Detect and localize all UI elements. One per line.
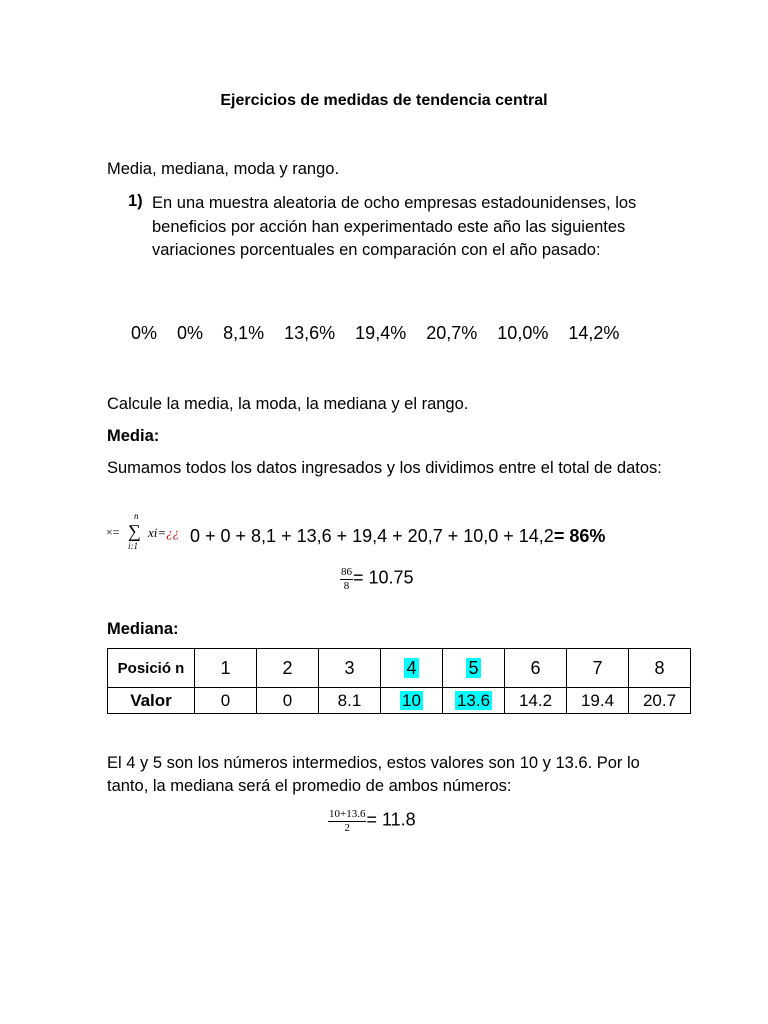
cell-text: 2 <box>282 657 293 678</box>
table-cell <box>319 688 381 714</box>
cell-text: 6 <box>530 657 541 678</box>
summation-symbol <box>106 511 190 557</box>
table-cell <box>443 649 505 688</box>
media-description: Sumamos todos los datos ingresados y los dividimos entre el total de datos: <box>107 459 662 477</box>
table-cell <box>381 688 443 714</box>
table-cell <box>195 649 257 688</box>
cell-text: 0 <box>220 690 231 710</box>
media-heading: Media: <box>107 427 160 445</box>
table-row <box>108 688 691 714</box>
page-title: Ejercicios de medidas de tendencia central <box>220 92 548 109</box>
sum-expression: 0 + 0 + 8,1 + 13,6 + 19,4 + 20,7 + 10,0 + 14,2 <box>190 525 554 546</box>
fraction-denominator: 2 <box>344 822 350 834</box>
data-values <box>131 323 632 344</box>
table-cell <box>629 649 691 688</box>
median-fraction <box>328 808 366 835</box>
instruction-text: Calcule la media, la moda, la mediana y el rango. <box>107 395 469 413</box>
highlighted-cell-text: 5 <box>468 657 479 678</box>
cell-text: 20.7 <box>642 690 677 710</box>
xi-term <box>148 525 179 541</box>
table-cell <box>629 688 691 714</box>
cell-text: 14.2 <box>518 690 553 710</box>
cell-text: 0 <box>282 690 293 710</box>
fraction-denominator: 8 <box>343 580 350 592</box>
mean-fraction <box>340 566 353 593</box>
table-cell <box>567 649 629 688</box>
fraction-numerator: 10+13.6 <box>329 808 366 820</box>
sigma-upper-limit: n <box>134 511 139 521</box>
formula-prefix: ×= <box>106 525 120 539</box>
mean-result: = 10.75 <box>353 567 414 588</box>
cell-text: 7 <box>592 657 603 678</box>
median-division <box>328 808 416 835</box>
value-item: 19,4% <box>355 323 407 343</box>
mediana-explanation: El 4 y 5 son los números intermedios, estos valores son 10 y 13.6. Por lo tanto, la mediana será el promedio de ambos números: <box>107 754 640 795</box>
cell-text: 1 <box>220 657 231 678</box>
value-item: 13,6% <box>284 323 336 343</box>
table-cell <box>319 649 381 688</box>
row-header-position: Posició n <box>108 649 195 688</box>
xi-label: xi= <box>148 525 167 540</box>
fraction-numerator: 86 <box>341 566 352 578</box>
table-cell <box>505 649 567 688</box>
value-item: 8,1% <box>223 323 265 343</box>
value-item: 0% <box>177 323 204 343</box>
table-cell <box>195 688 257 714</box>
mean-formula <box>106 511 606 557</box>
value-item: 20,7% <box>426 323 478 343</box>
question-number: 1) <box>128 192 143 210</box>
table-cell <box>505 688 567 714</box>
question-text: En una muestra aleatoria de ocho empresas estadounidenses, los beneficios por acción han experimentado este año las siguientes variaciones porcentuales en comparación con el año pasado: <box>152 194 637 259</box>
sigma-lower-limit: i:1 <box>128 541 138 551</box>
sum-result: = 86% <box>553 525 606 546</box>
section-subtitle: Media, mediana, moda y rango. <box>107 160 340 178</box>
row-header-value: Valor <box>108 688 195 714</box>
table-cell <box>381 649 443 688</box>
table-cell <box>567 688 629 714</box>
value-item: 14,2% <box>568 323 620 343</box>
sigma-icon: ∑ <box>128 521 141 541</box>
highlighted-cell-text: 10 <box>402 690 421 710</box>
table-cell <box>257 649 319 688</box>
median-table <box>107 648 691 714</box>
cell-text: 19.4 <box>580 690 615 710</box>
value-item: 10,0% <box>497 323 549 343</box>
mediana-heading: Mediana: <box>107 620 179 638</box>
highlighted-cell-text: 4 <box>406 657 417 678</box>
table-row <box>108 649 691 688</box>
glyph-marks: ¿¿ <box>166 525 180 540</box>
highlighted-cell-text: 13.6 <box>456 690 491 710</box>
median-result: = 11.8 <box>366 809 416 830</box>
mean-division <box>340 566 414 593</box>
table-cell <box>257 688 319 714</box>
cell-text: 8.1 <box>337 690 362 710</box>
cell-text: 3 <box>344 657 355 678</box>
table-cell <box>443 688 505 714</box>
value-item: 0% <box>131 323 158 343</box>
cell-text: 8 <box>654 657 665 678</box>
